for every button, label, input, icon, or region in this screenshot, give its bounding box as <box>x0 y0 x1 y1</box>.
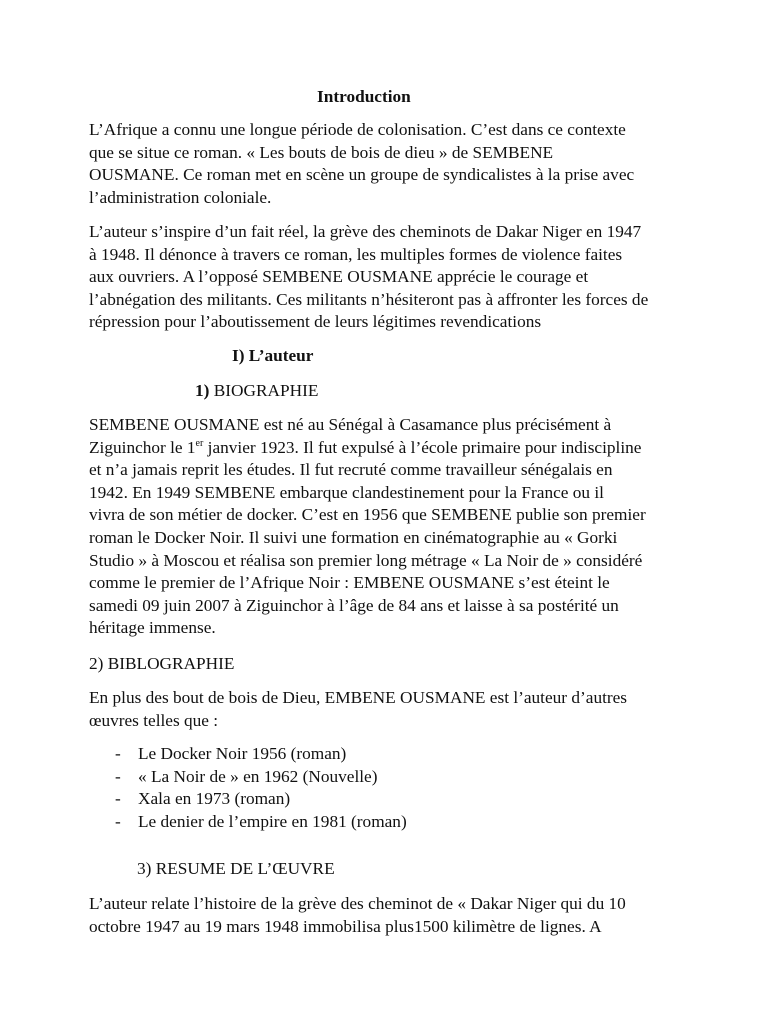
text-line: répression pour l’aboutissement de leurs légitimes revendications <box>89 312 542 332</box>
text-line <box>89 437 689 460</box>
section-heading-author: I) L’auteur <box>232 346 314 365</box>
text-fragment: janvier 1923. Il fut expulsé à l’école primaire pour indiscipline <box>203 437 642 457</box>
text-line: que se situe ce roman. « Les bouts de bois de dieu » de SEMBENE <box>89 142 554 162</box>
subheading-text: BIOGRAPHIE <box>209 381 319 400</box>
text-line: aux ouvriers. A l’opposé SEMBENE OUSMANE apprécie le courage et <box>89 267 589 287</box>
superscript: er <box>195 437 204 449</box>
subheading-resume: 3) RESUME DE L’ŒUVRE <box>137 859 335 878</box>
page-title: Introduction <box>317 87 411 106</box>
resume-paragraph <box>89 893 689 938</box>
text-line: et n’a jamais reprit les études. Il fut recruté comme travailleur sénégalais en <box>89 460 613 480</box>
text-line: L’Afrique a connu une longue période de colonisation. C’est dans ce contexte <box>89 120 626 139</box>
list-dash: - <box>115 766 121 786</box>
biography-paragraph <box>89 414 689 640</box>
text-line: l’administration coloniale. <box>89 187 272 207</box>
text-line: SEMBENE OUSMANE est né au Sénégal à Casamance plus précisément à <box>89 415 612 434</box>
text-line: L’auteur relate l’histoire de la grève des cheminot de « Dakar Niger qui du 10 <box>89 894 626 913</box>
text-line: à 1948. Il dénonce à travers ce roman, les multiples formes de violence faites <box>89 244 623 264</box>
intro-paragraph-1 <box>89 119 689 209</box>
bibliography-intro <box>89 687 689 732</box>
text-line: L’auteur s’inspire d’un fait réel, la grève des cheminots de Dakar Niger en 1947 <box>89 222 642 241</box>
list-item-text: Xala en 1973 (roman) <box>138 789 291 809</box>
list-item <box>115 788 685 811</box>
works-list <box>115 743 685 833</box>
subheading-number: 1) <box>195 381 210 400</box>
list-item-text: Le Docker Noir 1956 (roman) <box>138 744 347 763</box>
list-item <box>115 766 685 789</box>
text-line: œuvres telles que : <box>89 710 219 730</box>
list-item-text: Le denier de l’empire en 1981 (roman) <box>138 811 407 831</box>
text-line: roman le Docker Noir. Il suivi une formation en cinématographie au « Gorki <box>89 527 618 547</box>
list-dash: - <box>115 811 121 831</box>
list-item <box>115 743 685 766</box>
text-line: héritage immense. <box>89 618 216 638</box>
text-line: comme le premier de l’Afrique Noir : EMBENE OUSMANE s’est éteint le <box>89 573 610 593</box>
text-line: octobre 1947 au 19 mars 1948 immobilisa plus1500 kilimètre de lignes. A <box>89 916 602 936</box>
intro-paragraph-2 <box>89 221 689 334</box>
text-line: En plus des bout de bois de Dieu, EMBENE OUSMANE est l’auteur d’autres <box>89 688 628 707</box>
text-line: samedi 09 juin 2007 à Ziguinchor à l’âge de 84 ans et laisse à sa postérité un <box>89 595 619 615</box>
text-line: Studio » à Moscou et réalisa son premier long métrage « La Noir de » considéré <box>89 550 643 570</box>
text-line: OUSMANE. Ce roman met en scène un groupe de syndicalistes à la prise avec <box>89 165 635 185</box>
text-line: 1942. En 1949 SEMBENE embarque clandestinement pour la France ou il <box>89 482 604 502</box>
list-item <box>115 811 685 834</box>
list-item-text: « La Noir de » en 1962 (Nouvelle) <box>138 766 378 786</box>
list-dash: - <box>115 789 121 809</box>
subheading-bibliographie: 2) BIBLOGRAPHIE <box>89 654 235 673</box>
text-line: l’abnégation des militants. Ces militants n’hésiteront pas à affronter les forces de <box>89 289 649 309</box>
subheading-biographie <box>195 380 318 403</box>
text-line: vivra de son métier de docker. C’est en 1956 que SEMBENE publie son premier <box>89 505 646 525</box>
list-dash: - <box>115 744 121 763</box>
text-fragment: Ziguinchor le 1 <box>89 437 196 457</box>
